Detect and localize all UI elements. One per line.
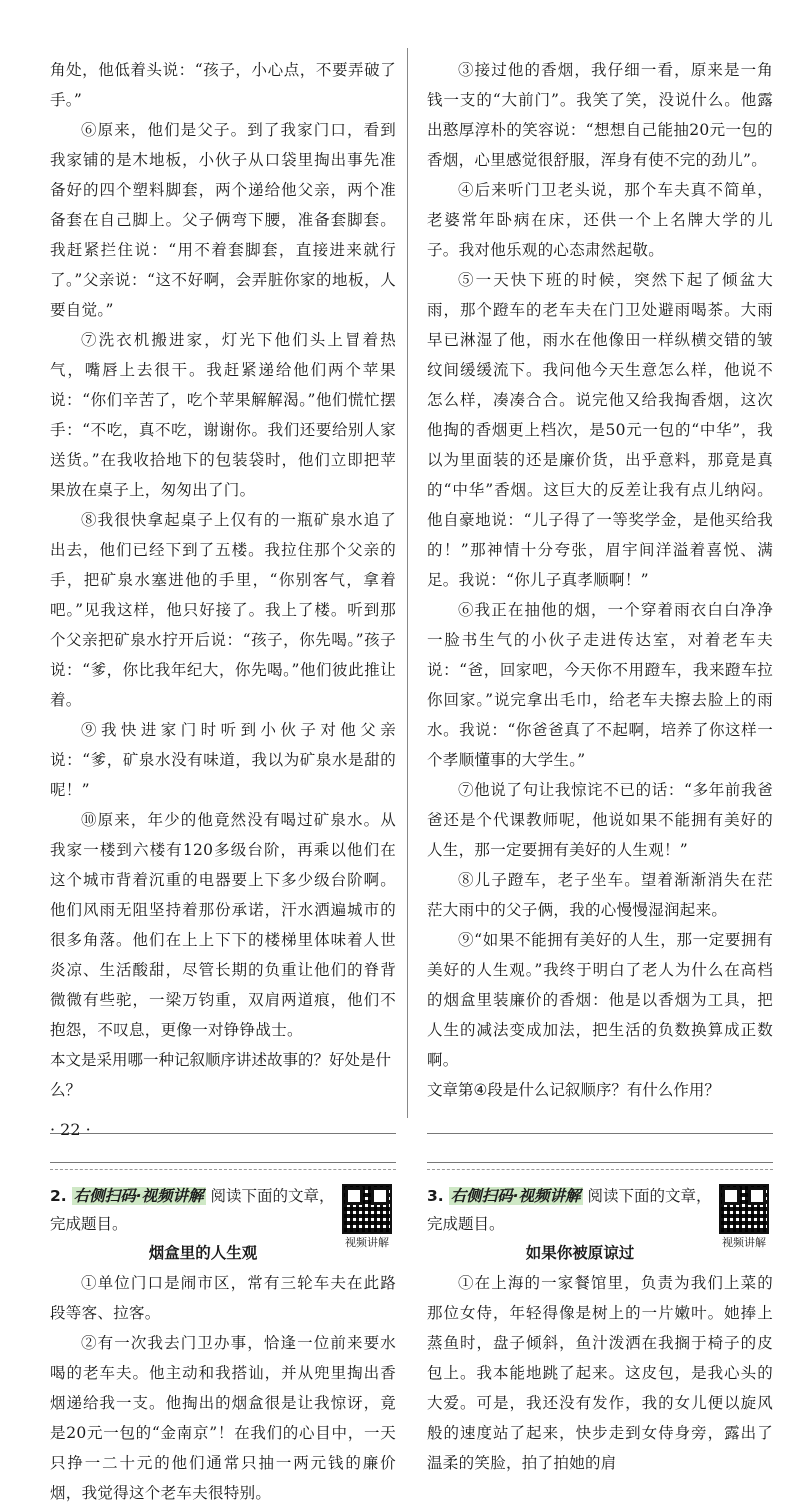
paragraph: ⑦洗衣机搬进家，灯光下他们头上冒着热气，嘴唇上去很干。我赶紧递给他们两个苹果说：“你们辛苦了，吃个苹果解解渴。”他们慌忙摆手：“不吃，真不吃，谢谢你。我们还要给别人家送货。”在我收拾地下的包装袋时，他们立即把苹果放在桌子上，匆匆出了门。 bbox=[50, 331, 396, 499]
paragraph: ②有一次我去门卫办事，恰逢一位前来要水喝的老车夫。他主动和我搭讪，并从兜里掏出香烟递给我一支。他掏出的烟盒很是让我惊讶，竟是20元一包的“金南京”！在我们的心目中，一天只挣一二十元的他们通常只抽一两元钱的廉价烟，我觉得这个老车夫很特别。 bbox=[50, 1334, 396, 1502]
paragraph: ①在上海的一家餐馆里，负责为我们上菜的那位女侍，年轻得像是树上的一片嫩叶。她捧上蒸鱼时，盘子倾斜，鱼汁泼洒在我搁于椅子的皮包上。我本能地跳了起来。这皮包，是我心头的大爱。可是，我还没有发作，我的女儿便以旋风般的速度站了起来，快步走到女侍身旁，露出了温柔的笑脸，拍了拍她的肩 bbox=[427, 1274, 773, 1472]
answer-line[interactable] bbox=[50, 1105, 396, 1134]
article-title: 烟盒里的人生观 bbox=[148, 1244, 258, 1262]
qr-label: 视频讲解 bbox=[345, 1236, 389, 1249]
question-1: 本文是采用哪一种记叙顺序讲述故事的？好处是什么？ bbox=[50, 1051, 392, 1099]
qr-code-icon[interactable] bbox=[342, 1184, 392, 1234]
paragraph: ⑨我快进家门时听到小伙子对他父亲说：“爹，矿泉水没有味道，我以为矿泉水是甜的呢！” bbox=[50, 721, 396, 799]
paragraph: ③接过他的香烟，我仔细一看，原来是一角钱一支的“大前门”。我笑了笑，没说什么。他露出憨厚淳朴的笑容说：“想想自己能抽20元一包的香烟，心里感觉很舒服，浑身有使不完的劲儿”。 bbox=[427, 61, 773, 169]
paragraph: ⑧儿子蹬车，老子坐车。望着渐渐消失在茫茫大雨中的父子俩，我的心慢慢湿润起来。 bbox=[427, 871, 773, 919]
qr-code[interactable] bbox=[715, 1184, 773, 1250]
qr-code[interactable] bbox=[338, 1184, 396, 1250]
qr-code-icon[interactable] bbox=[719, 1184, 769, 1234]
page-number: · 22 · bbox=[50, 1120, 91, 1139]
task-number: 2. bbox=[50, 1187, 67, 1205]
video-highlight: 右侧扫码·视频讲解 bbox=[73, 1187, 204, 1205]
task-3 bbox=[427, 1182, 773, 1249]
paragraph: ①单位门口是闹市区，常有三轮车夫在此路段等客、拉客。 bbox=[50, 1274, 396, 1322]
paragraph: ⑤一天快下班的时候，突然下起了倾盆大雨，那个蹬车的老车夫在门卫处避雨喝茶。大雨早已淋湿了他，雨水在他像田一样纵横交错的皱纹间缓缓流下。我问他今天生意怎么样，他说不怎么样，凑凑合合。说完他又给我掏香烟，这次他掏的香烟更上档次，是50元一包的“中华”，我以为里面装的还是廉价货，出乎意料，那竟是真的“中华”香烟。这巨大的反差让我有点儿纳闷。他自豪地说：“儿子得了一等奖学金，是他买给我的！”那神情十分夸张，眉宇间洋溢着喜悦、满足。我说：“你儿子真孝顺啊！” bbox=[427, 271, 773, 589]
left-column bbox=[50, 55, 396, 1508]
paragraph: ⑥我正在抽他的烟，一个穿着雨衣白白净净一脸书生气的小伙子走进传达室，对着老车夫说：“爸，回家吧，今天你不用蹬车，我来蹬车拉你回家。”说完拿出毛巾，给老车夫擦去脸上的雨水。我说：“你爸爸真了不起啊，培养了你这样一个孝顺懂事的大学生。” bbox=[427, 601, 773, 769]
answer-line[interactable] bbox=[427, 1134, 773, 1163]
paragraph: ⑨“如果不能拥有美好的人生，那一定要拥有美好的人生观。”我终于明白了老人为什么在高档的烟盒里装廉价的香烟：他是以香烟为工具，把人生的减法变成加法，把生活的负数换算成正数啊。 bbox=[427, 931, 773, 1069]
question-2: 文章第④段是什么记叙顺序？有什么作用？ bbox=[427, 1081, 720, 1099]
paragraph: 角处，他低着头说：“孩子，小心点，不要弄破了手。” bbox=[50, 61, 396, 109]
paragraph: ④后来听门卫老头说，那个车夫真不简单，老婆常年卧病在床，还供一个上名牌大学的儿子。我对他乐观的心态肃然起敬。 bbox=[427, 181, 773, 259]
video-highlight: 右侧扫码·视频讲解 bbox=[450, 1187, 581, 1205]
task-instruction: 阅读下面的文章，完成题目。 bbox=[50, 1187, 335, 1233]
column-divider bbox=[407, 48, 408, 1118]
paragraph: ⑦他说了句让我惊诧不已的话：“多年前我爸爸还是个代课教师呢，他说如果不能拥有美好的人生，那一定要拥有美好的人生观！” bbox=[427, 781, 773, 859]
section-separator bbox=[427, 1169, 773, 1170]
qr-label: 视频讲解 bbox=[722, 1236, 766, 1249]
task-2 bbox=[50, 1182, 396, 1249]
article-title: 如果你被原谅过 bbox=[525, 1244, 635, 1262]
paragraph: ⑧我很快拿起桌子上仅有的一瓶矿泉水追了出去，他们已经下到了五楼。我拉住那个父亲的手，把矿泉水塞进他的手里，“你别客气，拿着吧。”见我这样，他只好接了。我上了楼。听到那个父亲把矿泉水拧开后说：“孩子，你先喝。”孩子说：“爹，你比我年纪大，你先喝。”他们彼此推让着。 bbox=[50, 511, 396, 709]
task-number: 3. bbox=[427, 1187, 444, 1205]
task-instruction: 阅读下面的文章，完成题目。 bbox=[427, 1187, 712, 1233]
answer-line[interactable] bbox=[50, 1134, 396, 1163]
answer-line[interactable] bbox=[427, 1105, 773, 1134]
right-column bbox=[427, 55, 773, 1478]
paragraph: ⑩原来，年少的他竟然没有喝过矿泉水。从我家一楼到六楼有120多级台阶，再乘以他们在这个城市背着沉重的电器要上下多少级台阶啊。他们风雨无阻坚持着那份承诺，汗水洒遍城市的很多角落。他们在上上下下的楼梯里体味着人世炎凉、生活酸甜，尽管长期的负重让他们的脊背微微有些驼，一梁万钧重，双肩两道痕，他们不抱怨，不叹息，更像一对铮铮战士。 bbox=[50, 811, 396, 1039]
paragraph: ⑥原来，他们是父子。到了我家门口，看到我家铺的是木地板，小伙子从口袋里掏出事先准备好的四个塑料脚套，两个递给他父亲，两个准备套在自己脚上。父子俩弯下腰，准备套脚套。我赶紧拦住说：“用不着套脚套，直接进来就行了。”父亲说：“这不好啊，会弄脏你家的地板，人要自觉。” bbox=[50, 121, 396, 319]
section-separator bbox=[50, 1169, 396, 1170]
